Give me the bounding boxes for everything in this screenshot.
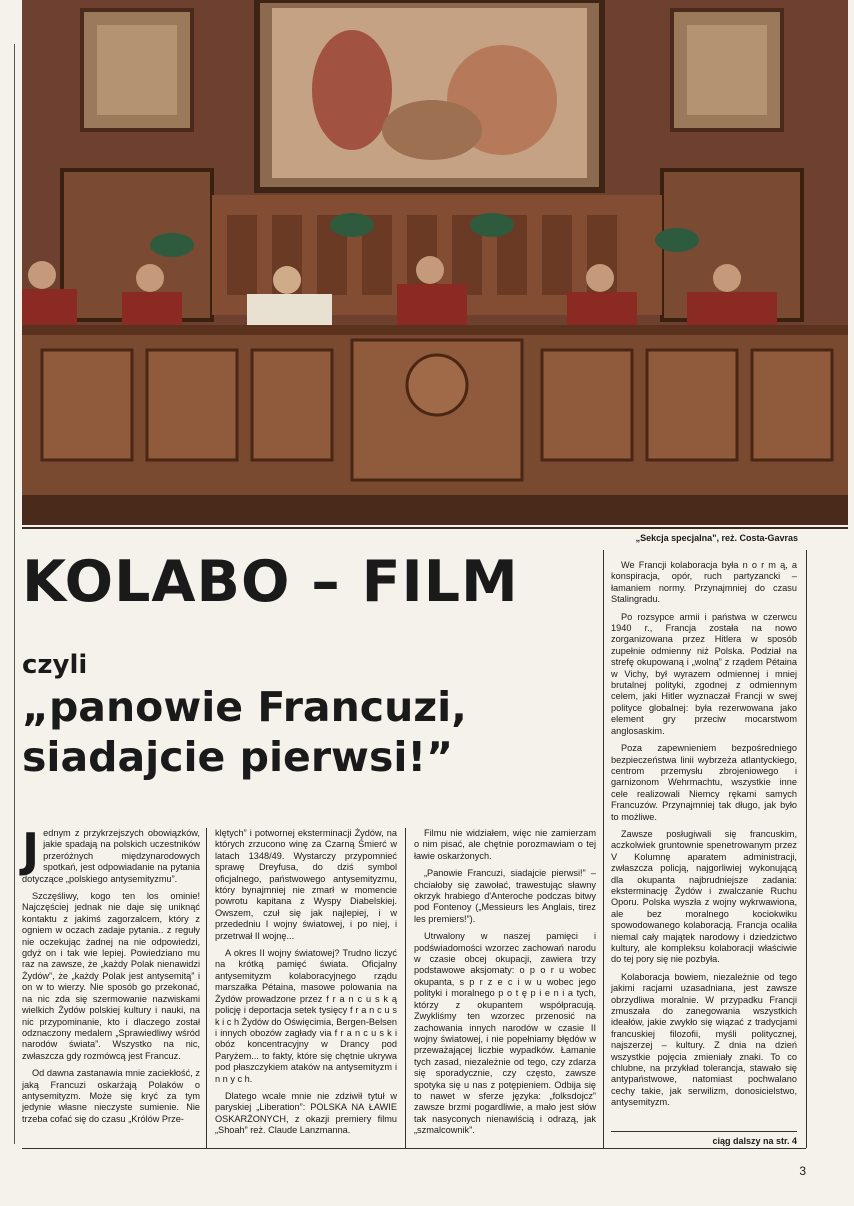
article-paragraph: Utrwalony w naszej pamięci i podświadomości wzorzec zachowań narodu w czasie obcej okupacji, zawiera trzy podstawowe aksjomaty: o p o r u wobec okupanta, s p r z e c i w u wobec jego polityki i moralnego p o t ę p i e n i a tych, którzy z okupantem współpracują. Zwykliśmy ten wzorzec przenosić na zachowania innych narodów w czasie II wojny światowej, i nie popełniamy błędów w przeważającej liczbie wypadków. Łamanie tych zasad, niezależnie od tego, czy zdarza się sporadycznie, czy często, zawsze spotyka się u nas z potępieniem. Odbija się to nawet w sferze języka: „folksdojcz” zawsze brzmi pogardliwie, a mało jest słów tak nasyconych nienawiścią i odrazą, jak „szmalcownik”. — [414, 931, 596, 1136]
column-separator — [405, 828, 406, 1148]
bottom-rule — [22, 1148, 806, 1149]
article-paragraph: klętych” i potwornej eksterminacji Żydów, na których zrzucono winę za Czarną Śmierć w latach 1348/49. Wystarczy przypomnieć sprawę Dreyfusa, do dziś symbol oficjalnego, państwowego antysemityzmu, który bynajmniej nie zmarł w momencie powrotu kapitana z Wyspy Diabelskiej. Owszem, czuł się jak najlepiej, i w przededniu I wojny światowej, i po niej, i przetrwał II wojnę... — [215, 828, 397, 941]
article-paragraph: Poza zapewnieniem bezpośredniego bezpieczeństwa linii wybrzeża atlantyckiego, centrom przemysłu zbrojeniowego i garnizonom Wehrmachtu, wszystkie inne cele realizowali Niemcy rękami samych Francuzów. Przynajmniej tak długo, jak było to możliwe. — [611, 743, 797, 822]
article-column-4 — [611, 560, 797, 1115]
article-paragraph: A okres II wojny światowej? Trudno liczyć na krótką pamięć świata. Oficjalny antysemityzm kolaboracyjnego rządu marszałka Pétaina, masowe polowania na Żydów prowadzone przez f r a n c u s k ą policję i deportacja setek tysięcy f r a n c u s k i c h Żydów do Oświęcimia, Bergen-Belsen i innych obozów zagłady via f r a n c u s k i obóz koncentracyjny w Drancy pod Paryżem... to fakty, które się chętnie ukrywa pod płaszczykiem ataków na antysemityzm i n n y c h. — [215, 948, 397, 1084]
article-paragraph: We Francji kolaboracja była n o r m ą, a konspiracja, opór, ruch partyzancki – łamaniem normy. Przynajmniej do czasu Stalingradu. — [611, 560, 797, 605]
article-paragraph: Od dawna zastanawia mnie zaciekłość, z jaką Francuzi oskarżają Polaków o antysemityzm. Może się kryć za tym jedynie własne nieczyste sumienie. Nie trzeba cofać się do czasu „Królów Prze- — [22, 1068, 200, 1124]
photo-bottom-rule — [22, 527, 848, 529]
drop-cap: J — [22, 823, 40, 877]
photo-caption: „Sekcja specjalna", reż. Costa-Gavras — [635, 533, 798, 543]
column-separator — [603, 550, 604, 1148]
article-paragraph: Jednym z przykrzejszych obowiązków, jakie spadają na polskich uczestników przeróżnych międzynarodowych spotkań, jest odpowiadanie na pytania dotyczące „polskiego antysemityzmu”. — [22, 823, 200, 884]
courtroom-photo — [22, 0, 848, 525]
page-number: 3 — [799, 1164, 806, 1178]
headline-sub-line1: „panowie Francuzi, — [22, 683, 467, 731]
headline-sub-line2: siadajcie pierwsi!” — [22, 733, 454, 781]
article-paragraph: Po rozsypce armii i państwa w czerwcu 1940 r., Francja została na nowo zorganizowana przez Hitlera w sposób zupełnie odmienny niż Polska. Podział na strefę okupowaną i „wolną” z rządem Pétaina w Vichy, był wyrazem odmiennej i mniej brutalnej polityki, zgodnej z odmiennym celem, jaki Hitler wyznaczał Francji w swej polityce globalnej: była rezerwowana jako element gry przeciw mocarstwom anglosaskim. — [611, 611, 797, 736]
courtroom-illustration — [22, 0, 848, 525]
article-paragraph: Kolaboracja bowiem, niezależnie od tego jakimi racjami uzasadniana, jest zawsze obrzydliwa moralnie. W przypadku Francji zmuszała do zanegowania wszystkich ideałów, jakie zwykło się wiązać z tradycjami francuskiej filozofii, myśli politycznej, najszerzej – kultury. Z dnia na dzień wszystkie pojęcia zmieniały znaki. To co chlubne, na przykład tolerancja, stawało się antypaństwowe, natomiast pochwalano cechy takie, jak serwilizm, donosicielstwo, antysemityzm. — [611, 971, 797, 1108]
article-paragraph: „Panowie Francuzi, siadajcie pierwsi!” – chciałoby się zawołać, trawestując sławny okrzyk hrabiego d'Anteroche podczas bitwy pod Fontenoy („Messieurs les Anglais, tirez les premiers!”). — [414, 868, 596, 924]
headline-sub — [22, 682, 467, 782]
article-column-2 — [215, 828, 397, 1143]
column-separator — [206, 828, 207, 1148]
left-margin-rule — [14, 44, 15, 1144]
article-paragraph: Szczęśliwy, kogo ten los ominie! Najczęściej jednak nie daje się uniknąć kontaktu z jakimś zagorzalcem, który z ogniem w oczach zadaje pytania.. z reguły nie oczekując żadnej na nie odpowiedzi, gdyż on i tak wie lepiej. Powiedziano mu raz na zawsze, że „każdy Polak nienawidzi Żydów”, że „każdy Polak jest antysemitą” i on w to wierzy. Nie sposób go przekonać, na nic zda się szermowanie nazwiskami wielkich Żydów polskiej kultury i nauki, na nic przypominanie, kto i dlaczego został odznaczony medalem „Sprawiedliwy wśród narodów świata”. Wszystko na nic, zwłaszcza gdy rozmówcą jest Francuz. — [22, 891, 200, 1061]
article-paragraph: Zawsze posługiwali się francuskim, aczkolwiek gruntownie spenetrowanym przez V Kolumnę aparatem administracji, zwłaszcza policją, najgorliwiej wykonującą dla okupanta najbrudniejsze zadania: eksterminację Żydów i zwalczanie Ruchu Oporu. Polska wyszła z wojny wykrwawiona, ale bez moralnego kociokwiku spowodowanego kolaboracją. Francja ocaliła niemal cały majątek narodowy i dziedzictwo kultury, ale kompleksu kolaboracji właściwie do tej pory się nie pozbyła. — [611, 828, 797, 965]
article-paragraph: Filmu nie widziałem, więc nie zamierzam o nim pisać, ale chętnie porozmawiam o tej ławie oskarżonych. — [414, 828, 596, 861]
article-column-3 — [414, 828, 596, 1143]
headline-main: KOLABO – FILM — [22, 549, 519, 615]
continued-note: ciąg dalszy na str. 4 — [611, 1131, 797, 1146]
article-paragraph: Dlatego wcale mnie nie zdziwił tytuł w paryskiej „Liberation”: POLSKA NA ŁAWIE OSKARŻONYCH, z okazji premiery filmu „Shoah” reż. Claude Lanzmanna. — [215, 1090, 397, 1136]
column-separator — [806, 550, 807, 1148]
headline-czyli: czyli — [22, 650, 88, 680]
article-column-1 — [22, 823, 200, 1131]
